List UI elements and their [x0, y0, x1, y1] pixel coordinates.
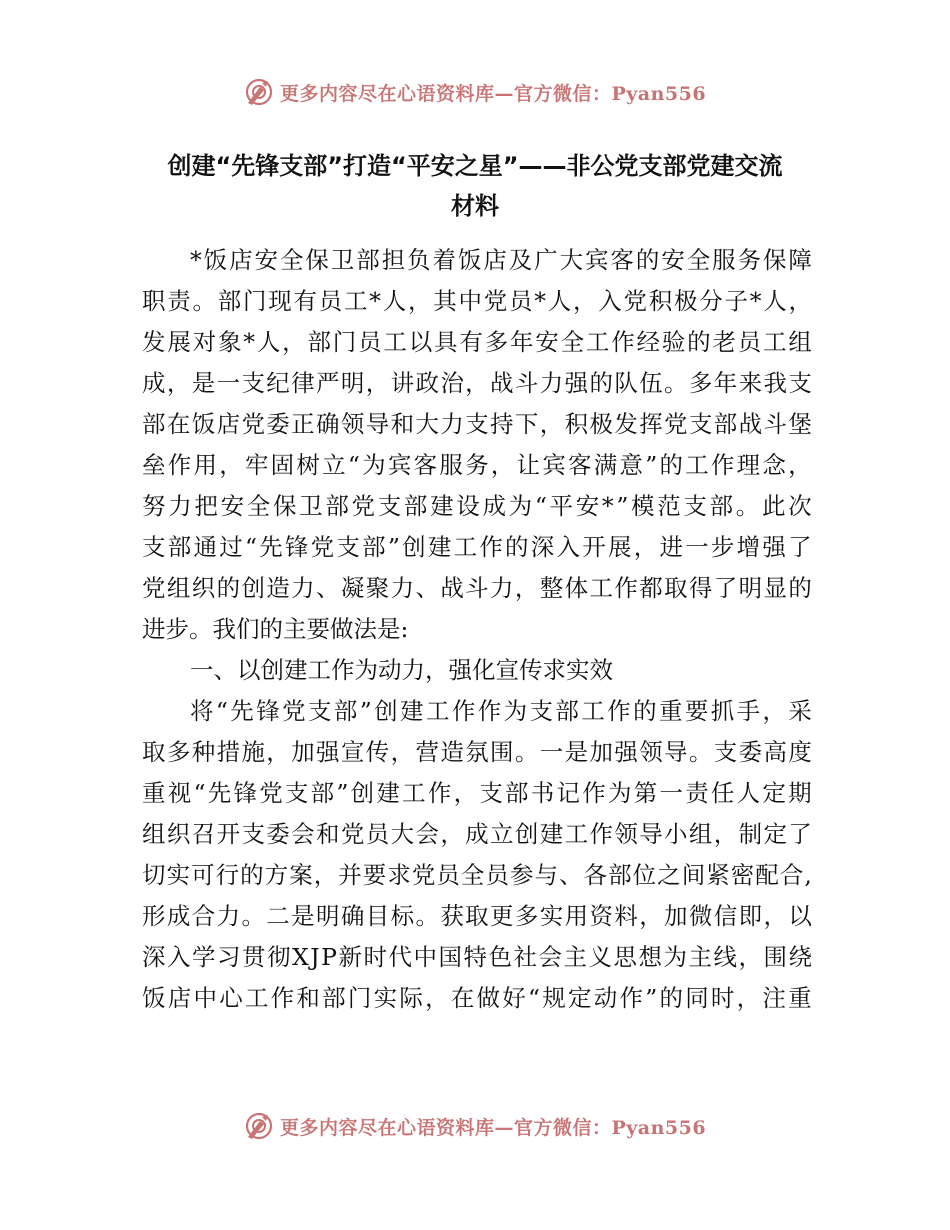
text-line: 取 多 种 措 施 ， 加 强 宣 传 ， 营 造 氛 围 。 一 是 加 强 领 导 。 支 委 高 度	[142, 738, 812, 766]
title-line-2: 材料	[451, 192, 499, 220]
text-line: 重 视 “ 先 锋 党 支 部 ” 创 建 工 作 ， 支 部 书 记 作 为 第 一 责 任 人 定 期	[142, 779, 812, 807]
text-line: 组 织 召 开 支 委 会 和 党 员 大 会 ， 成 立 创 建 工 作 领 导 小 组 ， 制 定 了	[142, 820, 812, 848]
text-line: 形 成 合 力 。 二 是 明 确 目 标 。 获 取 更 多 实 用 资 料 ， 加 微 信 即 ， 以	[142, 902, 812, 930]
text-line: 将 “ 先 锋 党 支 部 ” 创 建 工 作 作 为 支 部 工 作 的 重 要 抓 手 ， 采	[190, 697, 812, 725]
text-line: 努 力 把 安 全 保 卫 部 党 支 部 建 设 成 为 “ 平 安 * ” 模 范 支 部 。 此 次	[142, 492, 812, 520]
watermark-banner-bottom	[0, 1106, 950, 1146]
text-line: 垒 作 用 ， 牢 固 树 立 “ 为 宾 客 服 务 ， 让 宾 客 满 意 ” 的 工 作 理 念 ，	[142, 451, 812, 479]
brand-logo-icon	[244, 1111, 274, 1141]
brand-logo-icon	[244, 77, 274, 107]
document-body	[142, 240, 812, 1019]
text-line: 发 展 对 象 * 人 ， 部 门 员 工 以 具 有 多 年 安 全 工 作 经 验 的 老 员 工 组	[142, 328, 812, 356]
text-line: 进步。我们的主要做法是:	[142, 615, 409, 643]
text-line: * 饭 店 安 全 保 卫 部 担 负 着 饭 店 及 广 大 宾 客 的 安 全 服 务 保 障	[190, 246, 812, 274]
title-line-1: 创建“先锋支部”打造“平安之星”——非公党支部党建交流	[167, 152, 783, 180]
text-line: 饭 店 中 心 工 作 和 部 门 实 际 ， 在 做 好 “ 规 定 动 作 ” 的 同 时 ， 注 重	[142, 984, 812, 1012]
text-line: 切 实 可 行 的 方 案 ， 并 要 求 党 员 全 员 参 与 、 各 部 位 之 间 紧 密 配 合 ,	[142, 861, 812, 889]
document-title	[100, 146, 850, 226]
text-line: 支 部 通 过 “ 先 锋 党 支 部 ” 创 建 工 作 的 深 入 开 展 ， 进 一 步 增 强 了	[142, 533, 812, 561]
watermark-banner-top	[0, 72, 950, 112]
watermark-text: 更多内容尽在心语资料库—官方微信：Pyan556	[279, 82, 707, 105]
section-heading: 一、以创建工作为动力，强化宣传求实效	[190, 656, 613, 684]
text-line: 党 组 织 的 创 造 力 、 凝 聚 力 、 战 斗 力 ， 整 体 工 作 都 取 得 了 明 显 的	[142, 574, 812, 602]
text-line: 职 责 。 部 门 现 有 员 工 * 人 ， 其 中 党 员 * 人 ， 入 党 积 极 分 子 * 人 ，	[142, 287, 812, 315]
text-line: 深 入 学 习 贯 彻 X J P 新 时 代 中 国 特 色 社 会 主 义 思 想 为 主 线 ， 围 绕	[142, 943, 812, 971]
text-line: 部 在 饭 店 党 委 正 确 领 导 和 大 力 支 持 下 ， 积 极 发 挥 党 支 部 战 斗 堡	[142, 410, 812, 438]
text-line: 成 ， 是 一 支 纪 律 严 明 ， 讲 政 治 ， 战 斗 力 强 的 队 伍 。 多 年 来 我 支	[142, 369, 812, 397]
watermark-text: 更多内容尽在心语资料库—官方微信：Pyan556	[279, 1116, 707, 1139]
